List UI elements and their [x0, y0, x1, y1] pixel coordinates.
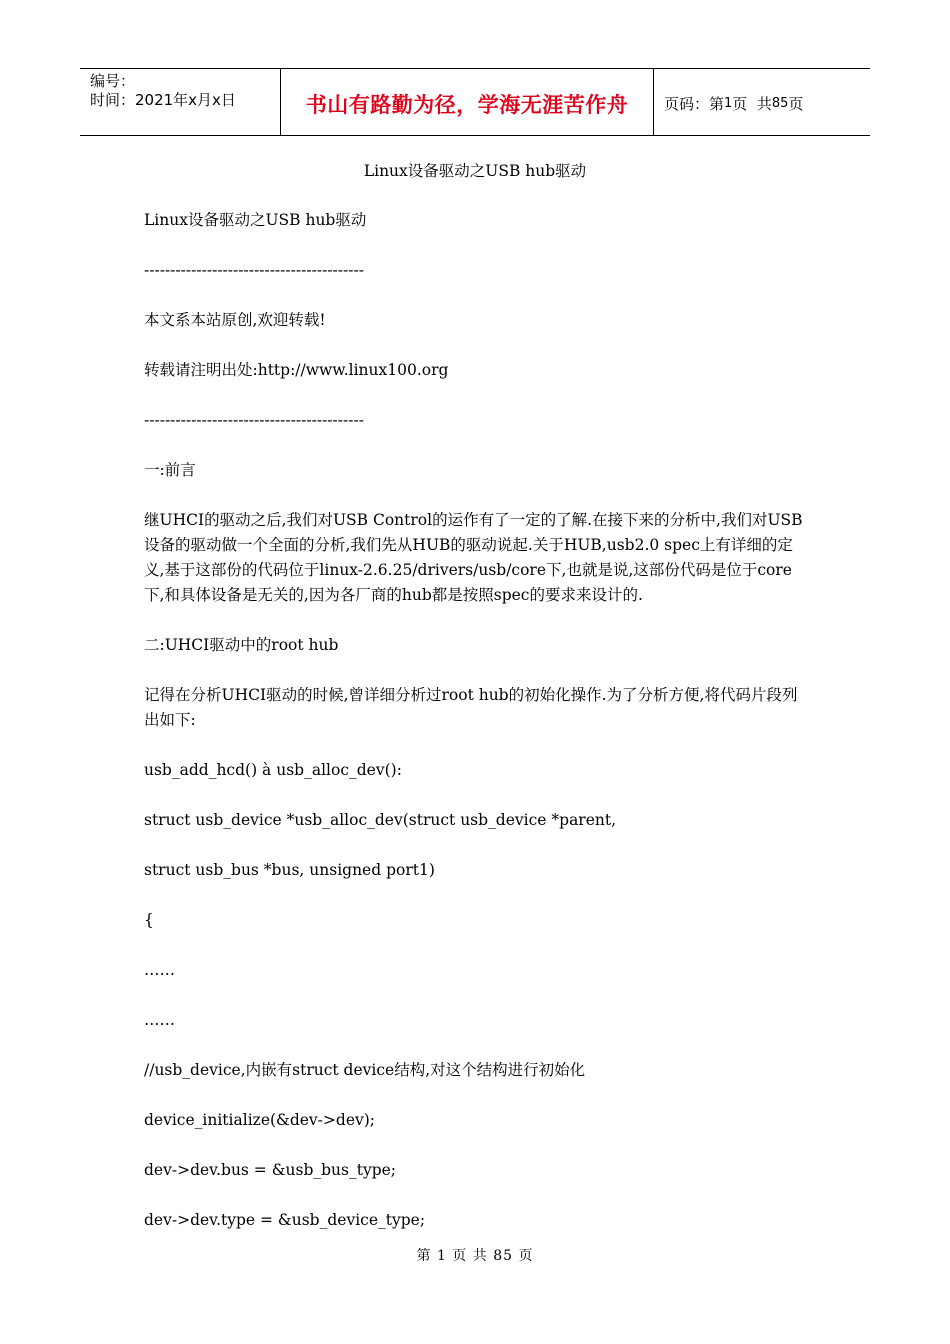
- page-mid: 页 共: [732, 94, 772, 113]
- code-line: usb_add_hcd() à usb_alloc_dev():: [144, 761, 402, 779]
- page-total: 85: [771, 95, 789, 111]
- page-suffix: 页: [788, 94, 804, 113]
- header-motto-cell: [281, 69, 654, 135]
- code-line: device_initialize(&dev->dev);: [144, 1111, 376, 1129]
- page-prefix: 页码：第: [664, 94, 725, 113]
- code-line: struct usb_bus *bus, unsigned port1): [144, 861, 435, 879]
- code-comment: //usb_device,内嵌有struct device结构,对这个结构进行初始化: [144, 1061, 586, 1079]
- document-title: Linux设备驱动之USB hub驱动: [363, 162, 587, 180]
- document-time-label: 时间：2021年x月x日: [90, 91, 236, 109]
- paragraph: Linux设备驱动之USB hub驱动: [144, 211, 367, 229]
- paragraph: 继UHCI的驱动之后,我们对USB Control的运作有了一定的了解.在接下来的分析中,我们对USB设备的驱动做一个全面的分析,我们先从HUB的驱动说起.关于HUB,usb2.0 spec上有详细的定义,基于这部份的代码位于linux-2.6.25/drivers/usb/core下,也就是说,这部份代码是位于core下,和具体设备是无关的,因为各厂商的hub都是按照spec的要求来设计的.: [144, 511, 803, 604]
- code-line: ……: [144, 1011, 175, 1029]
- page-current: 1: [724, 95, 733, 111]
- header-meta: [80, 69, 281, 135]
- code-line: dev->dev.bus = &usb_bus_type;: [144, 1161, 397, 1179]
- header-motto: 书山有路勤为径，学海无涯苦作舟: [305, 93, 629, 117]
- code-line: struct usb_device *usb_alloc_dev(struct usb_device *parent,: [144, 811, 617, 829]
- section-heading: 一:前言: [144, 461, 196, 479]
- divider-line: ------------------------------------------: [144, 411, 364, 429]
- header-page-info: [654, 69, 870, 135]
- document-number-label: 编号：: [90, 72, 136, 90]
- code-line: ……: [144, 961, 175, 979]
- section-heading: 二:UHCI驱动中的root hub: [144, 636, 339, 654]
- paragraph: 记得在分析UHCI驱动的时候,曾详细分析过root hub的初始化操作.为了分析方便,将代码片段列出如下:: [144, 686, 798, 729]
- document-body: [144, 208, 809, 1258]
- paragraph: 本文系本站原创,欢迎转载!: [144, 311, 326, 329]
- source-link-text: 转载请注明出处:http://www.linux100.org: [144, 361, 449, 379]
- divider-line: ------------------------------------------: [144, 261, 364, 279]
- page-footer: 第 1 页 共 85 页: [416, 1248, 534, 1264]
- page-header: [80, 68, 870, 136]
- code-line: {: [144, 911, 154, 929]
- code-line: dev->dev.type = &usb_device_type;: [144, 1211, 426, 1229]
